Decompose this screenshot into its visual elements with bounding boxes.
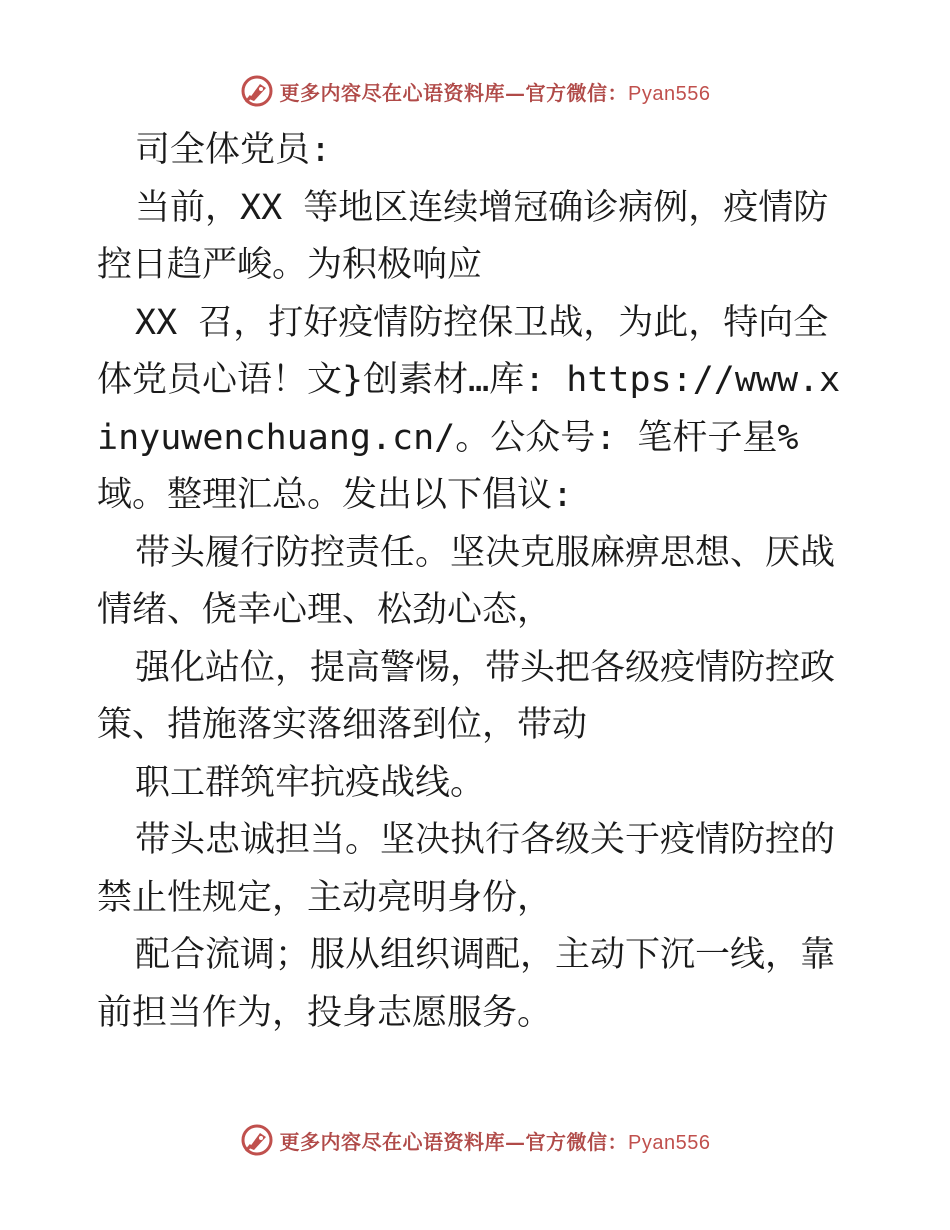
paragraph-situation: 当前，XX 等地区连续增冠确诊病例，疫情防控日趋严峻。为积极响应	[97, 187, 829, 285]
paragraph-workers: 职工群筑牢抗疫战线。	[135, 762, 486, 803]
salutation: 司全体党员:	[135, 130, 332, 170]
pen-nib-logo-icon	[240, 74, 274, 108]
wechat-id: Pyan556	[628, 1131, 711, 1154]
banner-text: 更多内容尽在心语资料库—官方微信：Pyan556	[279, 1129, 711, 1154]
paragraph-call: XX 召，打好疫情防控保卫战，为此，特向全体党员心语！文}创素材…库: https://www.xinyuwenchuang.cn/。公众号: 笔杆子星%域。整理汇总。发出以下倡议:	[97, 302, 841, 515]
wechat-id: Pyan556	[628, 82, 711, 105]
paragraph-loyalty: 带头忠诚担当。坚决执行各级关于疫情防控的禁止性规定，主动亮明身份，	[97, 820, 836, 918]
paragraph-stance: 强化站位，提高警惕，带头把各级疫情防控政策、措施落实落细落到位，带动	[97, 647, 836, 745]
banner-text: 更多内容尽在心语资料库—官方微信：Pyan556	[279, 80, 711, 105]
document-body	[97, 122, 853, 1042]
paragraph-service: 配合流调；服从组织调配，主动下沉一线，靠前担当作为，投身志愿服务。	[97, 935, 836, 1033]
paragraph-duty: 带头履行防控责任。坚决克服麻痹思想、厌战情绪、侥幸心理、松劲心态，	[97, 532, 836, 630]
footer-watermark-banner	[0, 1120, 950, 1160]
pen-nib-logo-icon	[240, 1123, 274, 1157]
header-watermark-banner	[0, 71, 950, 111]
